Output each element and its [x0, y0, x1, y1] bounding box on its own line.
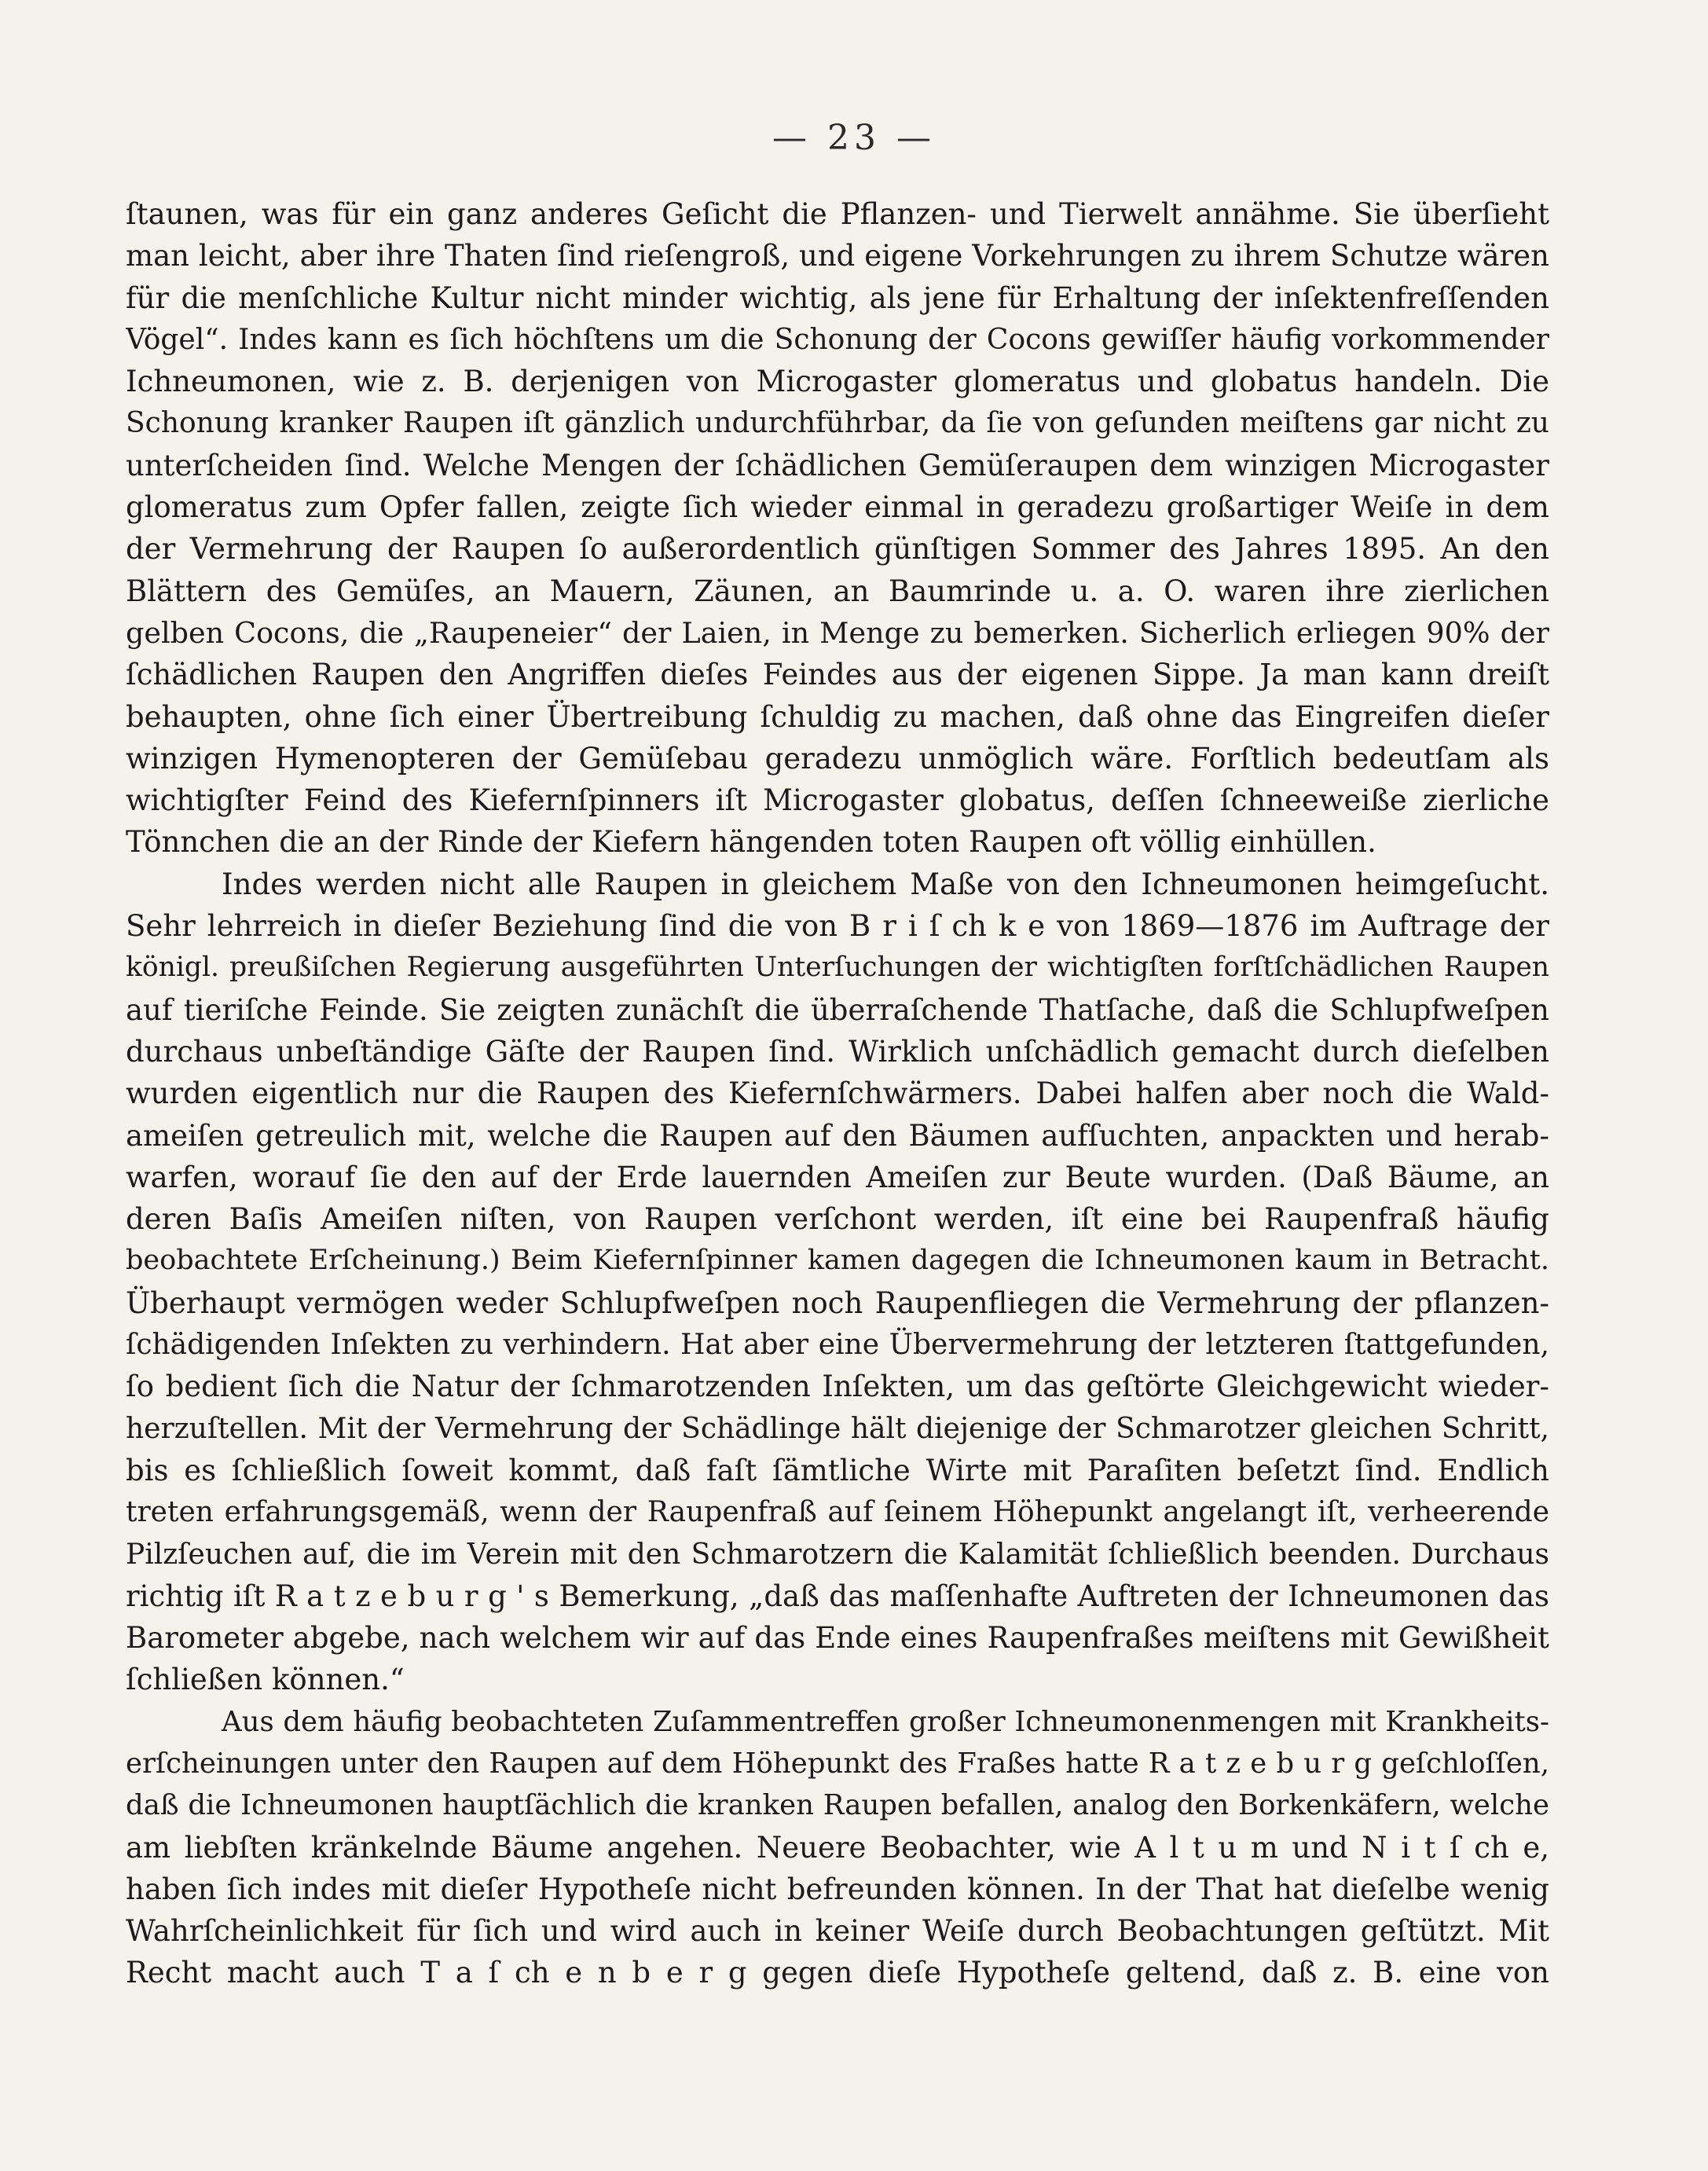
- text-line: ameiſen getreulich mit, welche die Raupen auf den Bäumen aufſuchten, anpackten und herab-: [126, 1118, 1549, 1153]
- text-line: ſchädigenden Inſekten zu verhindern. Hat aber eine Übervermehrung der letzteren ſtattgefunden,: [126, 1329, 1549, 1362]
- text-line: Recht macht auch T a ſ ch e n b e r g gegen dieſe Hypotheſe geltend, daß z. B. eine von: [126, 1956, 1549, 1990]
- page-number: — 23 —: [772, 118, 936, 158]
- text-line: bis es ſchließlich ſoweit kommt, daß faſt ſämtliche Wirte mit Paraſiten beſetzt ſind. Endlich: [126, 1453, 1549, 1487]
- text-line: ſo bedient ſich die Natur der ſchmarotzenden Inſekten, um das geſtörte Gleichgewicht wieder-: [126, 1370, 1549, 1404]
- text-line: beobachtete Erſcheinung.) Beim Kiefernſpinner kamen dagegen die Ichneumonen kaum in Betracht.: [126, 1245, 1549, 1277]
- text-line: man leicht, aber ihre Thaten ſind rieſengroß, und eigene Vorkehrungen zu ihrem Schutze wären: [126, 239, 1549, 273]
- text-line: wurden eigentlich nur die Raupen des Kiefernſchwärmers. Dabei halfen aber noch die Wald-: [126, 1076, 1549, 1111]
- text-line: treten erfahrungsgemäß, wenn der Raupenfraß auf ſeinem Höhepunkt angelangt iſt, verheerende: [126, 1496, 1549, 1529]
- text-line: durchaus unbeſtändige Gäſte der Raupen ſind. Wirklich unſchädlich gemacht durch dieſelben: [126, 1034, 1549, 1069]
- text-line: unterſcheiden ſind. Welche Mengen der ſchädlichen Gemüſeraupen dem winzigen Microgaster: [126, 448, 1549, 482]
- text-line: herzuſtellen. Mit der Vermehrung der Schädlinge hält diejenige der Schmarotzer gleichen Schritt,: [126, 1412, 1549, 1445]
- text-line: winzigen Hymenopteren der Gemüſebau geradezu unmöglich wäre. Forſtlich bedeutſam als: [126, 741, 1549, 776]
- text-line: am liebſten kränkelnde Bäume angehen. Neuere Beobachter, wie A l t u m und N i t ſ ch e,: [126, 1830, 1549, 1865]
- text-line: Vögel“. Indes kann es ſich höchſtens um die Schonung der Cocons gewiſſer häufig vorkommender: [126, 323, 1549, 356]
- text-line: gelben Cocons, die „Raupeneier“ der Laien, in Menge zu bemerken. Sicherlich erliegen 90% der: [126, 615, 1549, 650]
- text-line: Ichneumonen, wie z. B. derjenigen von Microgaster glomeratus und globatus handeln. Die: [126, 365, 1549, 399]
- text-line: daß die Ichneumonen hauptſächlich die kranken Raupen befallen, analog den Borkenkäfern, welche: [126, 1789, 1549, 1822]
- text-line: Barometer abgebe, nach welchem wir auf das Ende eines Raupenfraßes meiſtens mit Gewißheit: [126, 1621, 1549, 1656]
- text-line: behaupten, ohne ſich einer Übertreibung ſchuldig zu machen, daß ohne das Eingreifen dieſer: [126, 699, 1549, 734]
- text-line: richtig iſt R a t z e b u r g ' s Bemerkung, „daß das maſſenhafte Auftreten der Ichneumonen das: [126, 1579, 1549, 1613]
- text-line: warfen, worauf ſie den auf der Erde lauernden Ameiſen zur Beute wurden. (Daß Bäume, an: [126, 1160, 1549, 1194]
- text-line: Schonung kranker Raupen iſt gänzlich undurchführbar, da ſie von geſunden meiſtens gar nicht zu: [126, 407, 1549, 440]
- text-line: der Vermehrung der Raupen ſo außerordentlich günſtigen Sommer des Jahres 1895. An den: [126, 532, 1549, 567]
- text-line: deren Baſis Ameiſen niſten, von Raupen verſchont werden, iſt eine bei Raupenfraß häufig: [126, 1202, 1549, 1237]
- text-line: Blättern des Gemüſes, an Mauern, Zäunen, an Baumrinde u. a. O. waren ihre zierlichen: [126, 574, 1549, 608]
- text-line: Pilzſeuchen auf, die im Verein mit den Schmarotzern die Kalamität ſchließlich beenden. Durchaus: [126, 1538, 1549, 1571]
- text-line: ſtaunen, was für ein ganz anderes Geſicht die Pflanzen- und Tierwelt annähme. Sie überſieht: [126, 197, 1549, 231]
- text-line: Indes werden nicht alle Raupen in gleichem Maße von den Ichneumonen heimgeſucht.: [222, 867, 1549, 901]
- text-line: glomeratus zum Opfer fallen, zeigte ſich wieder einmal in geradezu großartiger Weiſe in dem: [126, 490, 1549, 525]
- text-line: Tönnchen die an der Rinde der Kiefern hängenden toten Raupen oft völlig einhüllen.: [126, 825, 1376, 860]
- text-line: Wahrſcheinlichkeit für ſich und wird auch in keiner Weiſe durch Beobachtungen geſtützt. Mit: [126, 1914, 1549, 1949]
- text-line: Überhaupt vermögen weder Schlupfweſpen noch Raupenfliegen die Vermehrung der pflanzen-: [126, 1285, 1549, 1320]
- text-line: ſchließen können.“: [126, 1663, 405, 1697]
- text-line: königl. preußiſchen Regierung ausgeführten Unterſuchungen der wichtigſten forſtſchädlichen Raupen: [126, 952, 1549, 984]
- text-line: für die menſchliche Kultur nicht minder wichtig, als jene für Erhaltung der inſektenfreſſenden: [126, 281, 1549, 315]
- body-text: [126, 193, 1549, 1994]
- text-line: Sehr lehrreich in dieſer Beziehung ſind die von B r i ſ ch k e von 1869—1876 im Auftrage der: [126, 909, 1549, 944]
- text-line: Aus dem häufig beobachteten Zuſammentreffen großer Ichneumonenmengen mit Krankheits-: [222, 1705, 1549, 1738]
- text-line: ſchädlichen Raupen den Angriffen dieſes Feindes aus der eigenen Sippe. Ja man kann dreiſt: [126, 658, 1549, 692]
- text-line: auf tieriſche Feinde. Sie zeigten zunächſt die überraſchende Thatſache, daß die Schlupfweſpen: [126, 992, 1549, 1027]
- text-line: erſcheinungen unter den Raupen auf dem Höhepunkt des Fraßes hatte R a t z e b u r g geſchloſſen,: [126, 1747, 1549, 1780]
- text-line: wichtigſter Feind des Kiefernſpinners iſt Microgaster globatus, deſſen ſchneeweiße zierliche: [126, 783, 1549, 818]
- text-line: haben ſich indes mit dieſer Hypotheſe nicht befreunden können. In der That hat dieſelbe wenig: [126, 1872, 1549, 1906]
